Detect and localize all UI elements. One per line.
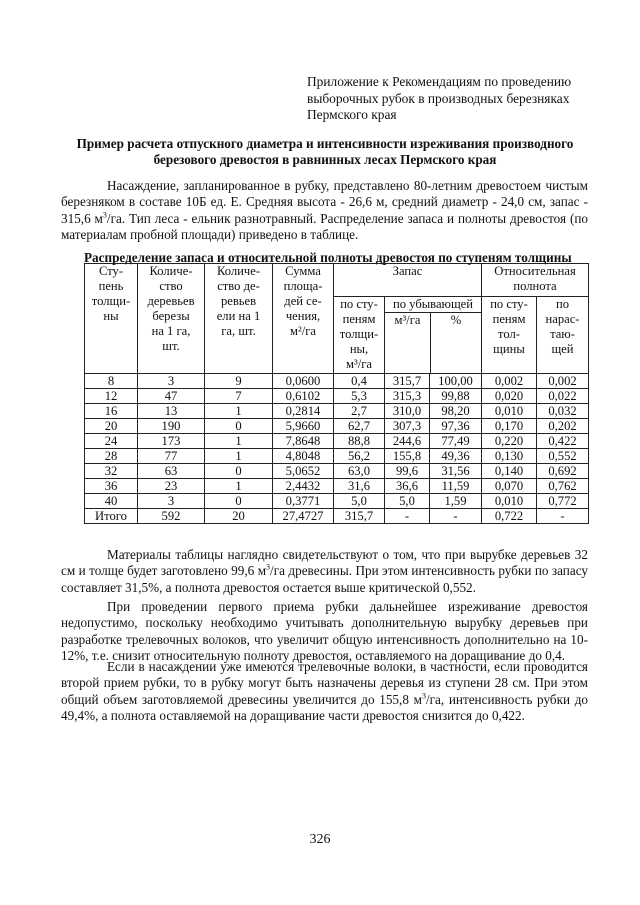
table-cell: 0,220 xyxy=(482,434,537,449)
table-cell: 77 xyxy=(138,449,205,464)
table-cell: 99,6 xyxy=(385,464,430,479)
table-cell: 28 xyxy=(85,449,138,464)
table-cell: 0,032 xyxy=(537,404,589,419)
table-cell: 88,8 xyxy=(334,434,385,449)
table-cell: 47 xyxy=(138,389,205,404)
table-cell: 7,8648 xyxy=(273,434,334,449)
table-cell: 31,6 xyxy=(334,479,385,494)
table-cell: 63,0 xyxy=(334,464,385,479)
table-row xyxy=(85,389,589,404)
paragraph-text: При проведении первого приема рубки дальнейшее изреживание древостоя недопустимо, поскольку необходимо учитывать дополнительную вырубку деревьев при разработке трелевочных волоков, что увеличит общую интенсивность дополнительно на 10-12%, т.е. снизит относительную полноту древостоя, оставляемого на доращивание до 0,4. xyxy=(61,599,588,663)
table-cell: 315,7 xyxy=(334,509,385,524)
header-density-by-step: по сту- пеням тол- щины xyxy=(482,297,537,374)
table-cell: 5,0652 xyxy=(273,464,334,479)
table-cell: 0,170 xyxy=(482,419,537,434)
superscript: 3 xyxy=(102,210,107,220)
table-cell: 62,7 xyxy=(334,419,385,434)
page-number: 326 xyxy=(309,832,331,847)
table-cell: 63 xyxy=(138,464,205,479)
table-cell: 2,4432 xyxy=(273,479,334,494)
table-cell: 0,010 xyxy=(482,404,537,419)
distribution-table xyxy=(84,263,589,524)
header-spruce-count: Количе- ство де- ревьев ели на 1 га, шт. xyxy=(205,264,273,374)
table-cell: 0,020 xyxy=(482,389,537,404)
table-cell: 5,3 xyxy=(334,389,385,404)
table-cell: 8 xyxy=(85,374,138,389)
paragraph-text: /га древесины. При этом интенсивность рубки по запасу составляет 31,5%, а полнота древостоя остается выше критической 0,552. xyxy=(61,563,588,595)
table-cell: 307,3 xyxy=(385,419,430,434)
table-cell: 244,6 xyxy=(385,434,430,449)
document-title xyxy=(60,136,590,168)
appendix-line: Пермского края xyxy=(307,107,397,122)
table-cell: 23 xyxy=(138,479,205,494)
paragraph-skid-trails xyxy=(61,599,588,664)
superscript: 3 xyxy=(266,562,271,572)
table-cell: 592 xyxy=(138,509,205,524)
table-cell: 3 xyxy=(138,494,205,509)
table-cell: 0,002 xyxy=(482,374,537,389)
table-cell: 190 xyxy=(138,419,205,434)
appendix-line: выборочных рубок в производных березняках xyxy=(307,90,570,106)
table-cell: 16 xyxy=(85,404,138,419)
appendix-note xyxy=(307,74,607,124)
table-cell: 0,422 xyxy=(537,434,589,449)
table-cell: 0,022 xyxy=(537,389,589,404)
table-cell: 0,552 xyxy=(537,449,589,464)
table-cell: 49,36 xyxy=(430,449,482,464)
table-cell: 5,0 xyxy=(334,494,385,509)
table-cell: 0,772 xyxy=(537,494,589,509)
header-basal-area: Сумма площа- дей се- чения, м²/га xyxy=(273,264,334,374)
table-cell: 0,2814 xyxy=(273,404,334,419)
table-cell: 0,130 xyxy=(482,449,537,464)
table-cell: 5,9660 xyxy=(273,419,334,434)
table-cell: - xyxy=(430,509,482,524)
table-row xyxy=(85,464,589,479)
table-cell: 3 xyxy=(138,374,205,389)
table-cell: Итого xyxy=(85,509,138,524)
table-cell: 1 xyxy=(205,434,273,449)
appendix-line: Приложение к Рекомендациям по проведению xyxy=(307,74,572,89)
table-cell: 4,8048 xyxy=(273,449,334,464)
title-line: березового древостоя в равнинных лесах Пермского края xyxy=(153,152,497,167)
table-cell: 0,4 xyxy=(334,374,385,389)
table-cell: 100,00 xyxy=(430,374,482,389)
table-cell: 24 xyxy=(85,434,138,449)
table-cell: 20 xyxy=(85,419,138,434)
table-cell: 310,0 xyxy=(385,404,430,419)
table-cell: 2,7 xyxy=(334,404,385,419)
table-row xyxy=(85,449,589,464)
table-cell: 0,762 xyxy=(537,479,589,494)
table-cell: 11,59 xyxy=(430,479,482,494)
table-row xyxy=(85,374,589,389)
table-cell: 315,7 xyxy=(385,374,430,389)
paragraph-text: /га. Тип леса - ельник разнотравный. Распределение запаса и полноты древостоя (по материалам пробной площади) приведено в таблице. xyxy=(61,210,588,242)
header-stock-by-step: по сту- пеням толщи- ны, м³/га xyxy=(334,297,385,374)
table-cell: 0,692 xyxy=(537,464,589,479)
paragraph-text: /га, интенсивность рубки до 49,4%, а полнота оставляемой на доращивание части древостоя снизится до 0,422. xyxy=(61,691,589,723)
paragraph-conclusion-first xyxy=(61,547,588,596)
table-cell: 315,3 xyxy=(385,389,430,404)
table-cell: 13 xyxy=(138,404,205,419)
paragraph-second-cut xyxy=(61,659,588,724)
table-cell: 32 xyxy=(85,464,138,479)
table-cell: 173 xyxy=(138,434,205,449)
table-cell: 27,4727 xyxy=(273,509,334,524)
table-caption: Распределение запаса и относительной полноты древостоя по ступеням толщины xyxy=(84,250,572,265)
table-body xyxy=(85,374,589,524)
table-cell: 0 xyxy=(205,419,273,434)
table-cell: 1 xyxy=(205,449,273,464)
table-cell: 36,6 xyxy=(385,479,430,494)
paragraph-text: Материалы таблицы наглядно свидетельствуют о том, что при вырубке деревьев 32 см и толще будет заготовлено 99,6 м xyxy=(61,547,588,579)
table-cell: 77,49 xyxy=(430,434,482,449)
header-density-cumulative: по нарас- таю- щей xyxy=(537,297,589,374)
table-cell: 0,140 xyxy=(482,464,537,479)
table-cell: 0,070 xyxy=(482,479,537,494)
table-cell: 155,8 xyxy=(385,449,430,464)
table-cell: 5,0 xyxy=(385,494,430,509)
table-cell: 0,722 xyxy=(482,509,537,524)
table-cell: - xyxy=(537,509,589,524)
table-cell: 0,6102 xyxy=(273,389,334,404)
table-cell: 40 xyxy=(85,494,138,509)
table-row xyxy=(85,509,589,524)
paragraph-stand-description xyxy=(61,178,588,243)
table-cell: 1,59 xyxy=(430,494,482,509)
table-cell: 0,202 xyxy=(537,419,589,434)
table-cell: 0,002 xyxy=(537,374,589,389)
table-row xyxy=(85,419,589,434)
table-cell: 31,56 xyxy=(430,464,482,479)
header-descending-pct: % xyxy=(450,313,462,327)
table-cell: 56,2 xyxy=(334,449,385,464)
table-row xyxy=(85,434,589,449)
table-cell: 9 xyxy=(205,374,273,389)
header-birch-count: Количе- ство деревьев березы на 1 га, шт. xyxy=(138,264,205,374)
table-cell: 97,36 xyxy=(430,419,482,434)
table-cell: 0 xyxy=(205,494,273,509)
table-cell: 99,88 xyxy=(430,389,482,404)
table-row xyxy=(85,494,589,509)
table-cell: 1 xyxy=(205,404,273,419)
table-cell: 0,0600 xyxy=(273,374,334,389)
table-cell: - xyxy=(385,509,430,524)
title-line: Пример расчета отпускного диаметра и интенсивности изреживания производного xyxy=(76,136,574,151)
superscript: 3 xyxy=(421,691,426,701)
header-stock-descending xyxy=(385,297,482,374)
table-cell: 20 xyxy=(205,509,273,524)
header-group-density: Относительная полнота xyxy=(482,264,589,297)
table-cell: 0,010 xyxy=(482,494,537,509)
table-row xyxy=(85,404,589,419)
table-cell: 36 xyxy=(85,479,138,494)
paragraph-text: Насаждение, запланированное в рубку, представлено 80-летним древостоем чистым березняком в составе 10Б ед. Е. Средняя высота - 26,6 м, средний диаметр - 24,0 см, запас - 315,6 м xyxy=(61,178,588,226)
table-cell: 0,3771 xyxy=(273,494,334,509)
table-cell: 7 xyxy=(205,389,273,404)
header-descending-m3: м³/га xyxy=(385,313,431,373)
table-cell: 1 xyxy=(205,479,273,494)
paragraph-text: Если в насаждении уже имеются трелевочные волоки, в частности, если проводится второй прием рубки, то в рубку могут быть назначены деревья из ступени 28 см. При этом общий объем заготовляемой древесины увеличится до 155,8 м xyxy=(61,659,588,707)
header-descending-label: по убывающей xyxy=(385,297,481,313)
table-row xyxy=(85,479,589,494)
table-cell: 98,20 xyxy=(430,404,482,419)
header-step: Сту- пень толщи- ны xyxy=(85,264,138,374)
header-group-stock: Запас xyxy=(334,264,482,297)
table-cell: 0 xyxy=(205,464,273,479)
table-cell: 12 xyxy=(85,389,138,404)
